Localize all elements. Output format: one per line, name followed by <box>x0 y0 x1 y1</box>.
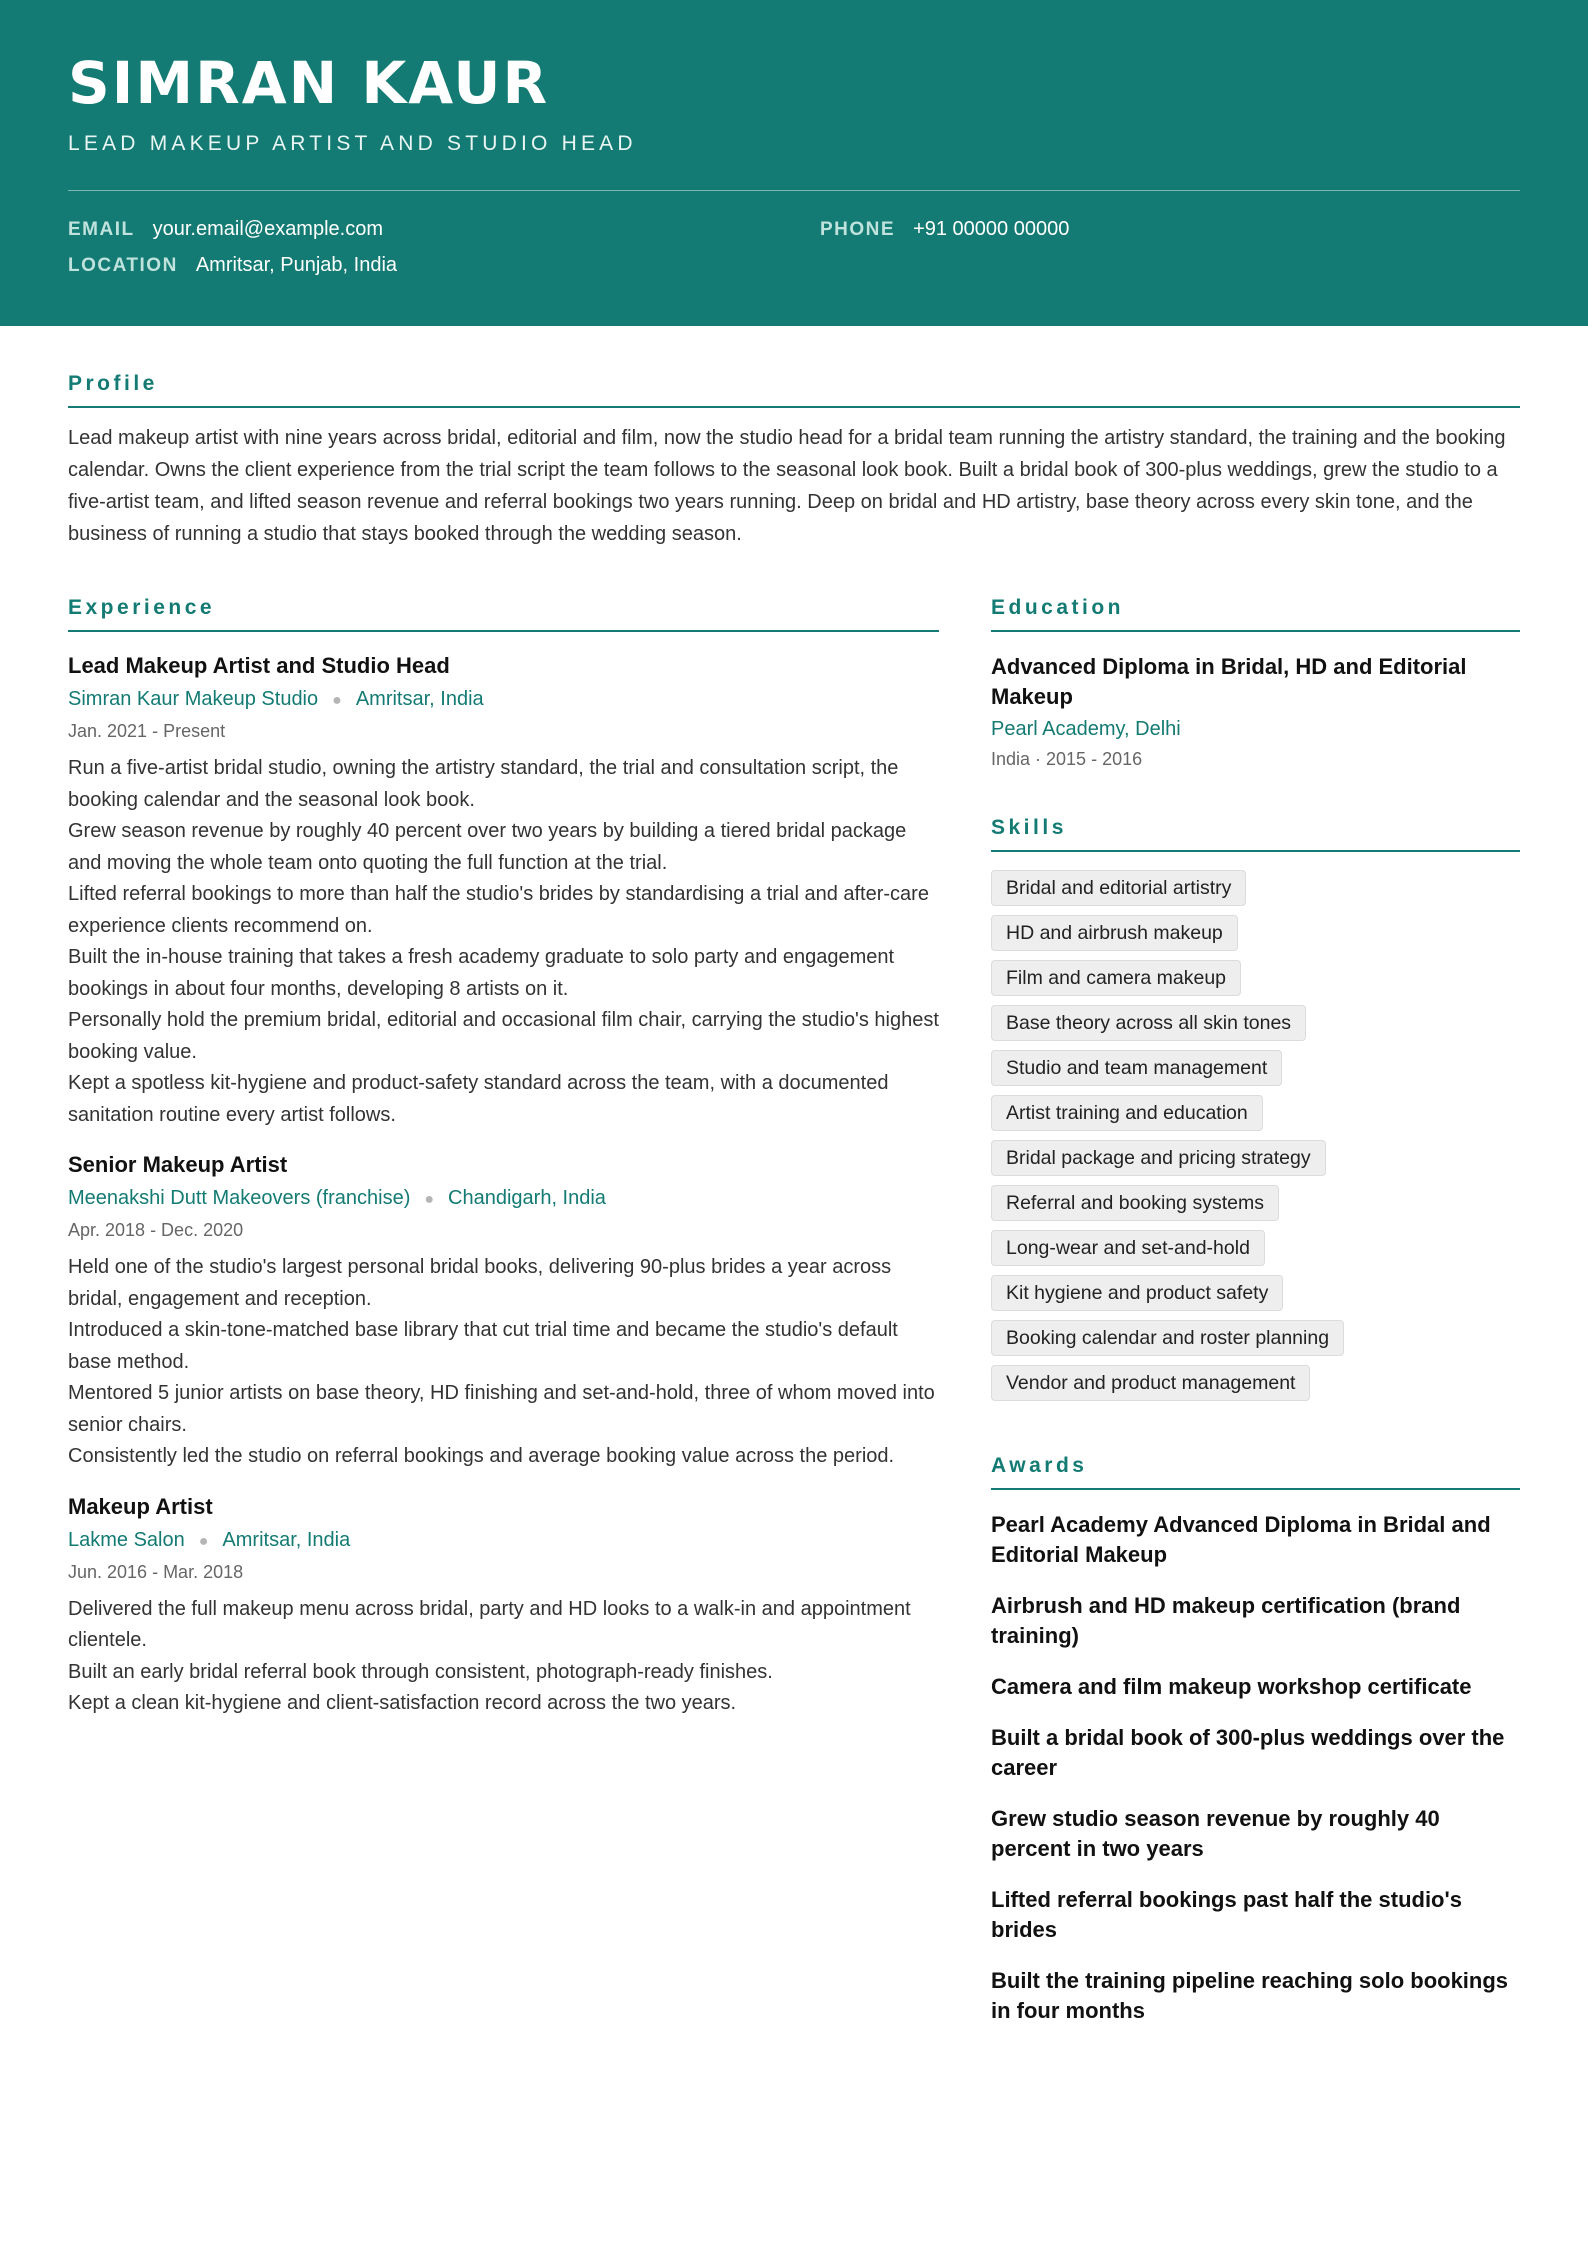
job-entry <box>68 1151 939 1473</box>
separator-dot: ● <box>198 1532 209 1550</box>
job-meta <box>68 1527 939 1555</box>
job-dates: Jun. 2016 - Mar. 2018 <box>68 1561 244 1582</box>
skill-tag: HD and airbrush makeup <box>991 915 1238 951</box>
education-degree: Advanced Diploma in Bridal, HD and Editorial Makeup <box>991 654 1467 709</box>
job-location: Amritsar, India <box>222 1528 351 1551</box>
job-bullet: Introduced a skin-tone-matched base library that cut trial time and became the studio's default base method. <box>68 1319 898 1373</box>
job-dates: Jan. 2021 - Present <box>68 721 226 741</box>
skill-tag: Bridal and editorial artistry <box>991 870 1246 906</box>
candidate-title: LEAD MAKEUP ARTIST AND STUDIO HEAD <box>68 132 637 155</box>
job-entry <box>68 1493 939 1720</box>
awards-list <box>991 1510 1520 2026</box>
education-details: India · 2015 - 2016 <box>991 749 1143 769</box>
education-school: Pearl Academy, Delhi <box>991 718 1181 740</box>
profile-section <box>68 372 1520 550</box>
job-location: Chandigarh, India <box>448 1187 606 1209</box>
skill-tag: Booking calendar and roster planning <box>991 1320 1344 1356</box>
award-item: Lifted referral bookings past half the studio's brides <box>991 1887 1462 1942</box>
skills-heading: Skills <box>991 816 1520 852</box>
education-section <box>991 596 1520 770</box>
job-bullet: Held one of the studio's largest personal bridal books, delivering 90-plus brides a year across bridal, engagement and reception. <box>68 1256 892 1310</box>
job-meta <box>68 686 939 714</box>
sidebar-column <box>991 596 1520 2047</box>
award-item: Built a bridal book of 300-plus weddings over the career <box>991 1725 1505 1780</box>
contact-phone <box>820 218 1069 241</box>
experience-heading: Experience <box>68 596 939 632</box>
skill-tag: Referral and booking systems <box>991 1185 1279 1221</box>
job-meta <box>68 1185 939 1213</box>
award-item: Camera and film makeup workshop certificate <box>991 1674 1472 1699</box>
job-bullet: Run a five-artist bridal studio, owning the artistry standard, the trial and consultation script, the booking calendar and the seasonal look book. <box>68 757 899 811</box>
award-item: Pearl Academy Advanced Diploma in Bridal and Editorial Makeup <box>991 1512 1491 1567</box>
resume-header <box>0 0 1588 326</box>
separator-dot: ● <box>332 692 342 709</box>
job-bullet: Grew season revenue by roughly 40 percent over two years by building a tiered bridal package and moving the whole team onto quoting the full function at the trial. <box>68 820 907 874</box>
job-bullet: Personally hold the premium bridal, editorial and occasional film chair, carrying the studio's highest booking value. <box>68 1009 939 1063</box>
job-bullets <box>68 1594 939 1720</box>
job-bullet: Delivered the full makeup menu across bridal, party and HD looks to a walk-in and appointment clientele. <box>68 1597 911 1651</box>
job-bullets <box>68 753 939 1131</box>
profile-heading: Profile <box>68 372 1520 408</box>
skill-tag: Long-wear and set-and-hold <box>991 1230 1265 1266</box>
education-heading: Education <box>991 596 1520 632</box>
email-value[interactable]: your.email@example.com <box>152 218 383 240</box>
experience-section <box>68 596 939 1720</box>
award-item: Built the training pipeline reaching solo bookings in four months <box>991 1968 1509 2023</box>
skill-tag: Kit hygiene and product safety <box>991 1275 1283 1311</box>
location-label: LOCATION <box>68 255 178 276</box>
header-divider <box>68 190 1520 191</box>
award-item: Grew studio season revenue by roughly 40 percent in two years <box>991 1806 1440 1861</box>
job-title: Makeup Artist <box>68 1493 213 1519</box>
skill-tag: Vendor and product management <box>991 1365 1310 1401</box>
job-bullet: Kept a clean kit-hygiene and client-satisfaction record across the two years. <box>68 1692 737 1714</box>
contact-email <box>68 218 383 241</box>
job-entry <box>68 652 939 1131</box>
skill-tag: Artist training and education <box>991 1095 1263 1131</box>
separator-dot: ● <box>424 1191 435 1208</box>
job-title: Senior Makeup Artist <box>68 1152 288 1177</box>
award-item: Airbrush and HD makeup certification (brand training) <box>991 1593 1461 1648</box>
job-title: Lead Makeup Artist and Studio Head <box>68 653 450 678</box>
skills-list <box>991 870 1520 1410</box>
awards-section <box>991 1454 1520 2026</box>
job-dates: Apr. 2018 - Dec. 2020 <box>68 1220 244 1240</box>
job-bullet: Built the in-house training that takes a fresh academy graduate to solo party and engagement bookings in about four months, developing 8 artists on it. <box>68 946 895 1000</box>
job-bullet: Lifted referral bookings to more than half the studio's brides by standardising a trial and after-care experience clients recommend on. <box>68 883 929 937</box>
job-company: Simran Kaur Makeup Studio <box>68 688 319 710</box>
job-company: Meenakshi Dutt Makeovers (franchise) <box>68 1187 411 1209</box>
skill-tag: Film and camera makeup <box>991 960 1241 996</box>
skill-tag: Base theory across all skin tones <box>991 1005 1306 1041</box>
job-company: Lakme Salon <box>68 1528 185 1551</box>
email-label: EMAIL <box>68 219 135 240</box>
contact-location <box>68 254 397 277</box>
candidate-name: SIMRAN KAUR <box>68 49 550 117</box>
job-bullets <box>68 1252 939 1473</box>
phone-label: PHONE <box>820 219 896 240</box>
job-bullet: Mentored 5 junior artists on base theory, HD finishing and set-and-hold, three of whom moved into senior chairs. <box>68 1382 935 1436</box>
skills-section <box>991 816 1520 1410</box>
phone-value[interactable]: +91 00000 00000 <box>913 218 1070 240</box>
skill-tag: Bridal package and pricing strategy <box>991 1140 1326 1176</box>
profile-text: Lead makeup artist with nine years across bridal, editorial and film, now the studio head for a bridal team running the artistry standard, the training and the booking calendar. Owns the client experience from the trial script the team follows to the seasonal look book. Built a bridal book of 300-plus weddings, grew the studio to a five-artist team, and lifted season revenue and referral bookings two years running. Deep on bridal and HD artistry, base theory across every skin tone, and the business of running a studio that stays booked through the wedding season. <box>68 427 1506 545</box>
skill-tag: Studio and team management <box>991 1050 1282 1086</box>
job-location: Amritsar, India <box>355 688 484 710</box>
awards-heading: Awards <box>991 1454 1520 1490</box>
job-bullet: Built an early bridal referral book through consistent, photograph-ready finishes. <box>68 1660 773 1683</box>
job-bullet: Consistently led the studio on referral bookings and average booking value across the period. <box>68 1445 895 1467</box>
location-value: Amritsar, Punjab, India <box>195 254 398 276</box>
job-bullet: Kept a spotless kit-hygiene and product-safety standard across the team, with a documented sanitation routine every artist follows. <box>68 1072 889 1126</box>
